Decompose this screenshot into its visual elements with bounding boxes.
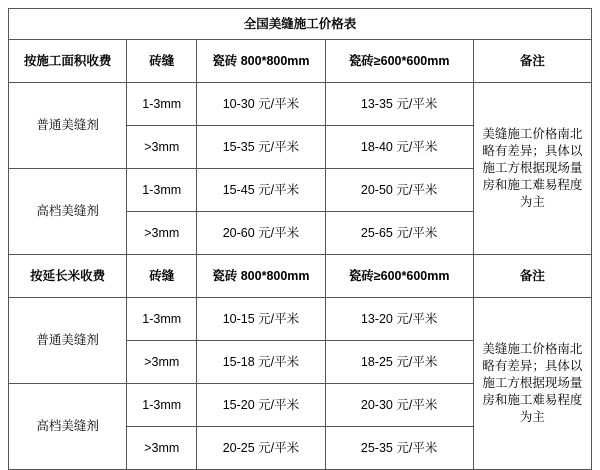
page-title: 全国美缝施工价格表 [9,9,592,40]
price-800: 15-35 元/平米 [197,126,325,169]
header-tile-600: 瓷砖≥600*600mm [325,40,473,83]
price-800: 15-45 元/平米 [197,169,325,212]
price-600: 13-20 元/平米 [325,298,473,341]
price-600: 25-65 元/平米 [325,212,473,255]
price-800: 15-18 元/平米 [197,341,325,384]
gap-value: >3mm [127,212,197,255]
gap-value: >3mm [127,341,197,384]
product-name: 高档美缝剂 [9,384,127,470]
price-800: 20-60 元/平米 [197,212,325,255]
price-600: 25-35 元/平米 [325,427,473,470]
table-row [9,83,592,126]
product-name: 普通美缝剂 [9,298,127,384]
section-note: 美缝施工价格南北略有差异；具体以施工方根据现场量房和施工难易程度为主 [473,298,591,470]
gap-value: 1-3mm [127,83,197,126]
product-name: 高档美缝剂 [9,169,127,255]
section-header-row [9,40,592,83]
header-tile-800: 瓷砖 800*800mm [197,40,325,83]
header-tile-800: 瓷砖 800*800mm [197,255,325,298]
price-table [8,8,592,470]
section-note: 美缝施工价格南北略有差异；具体以施工方根据现场量房和施工难易程度为主 [473,83,591,255]
header-gap: 砖缝 [127,255,197,298]
price-800: 10-15 元/平米 [197,298,325,341]
table-row [9,298,592,341]
header-note: 备注 [473,40,591,83]
section-header-row [9,255,592,298]
header-charge-type: 按延长米收费 [9,255,127,298]
price-600: 20-30 元/平米 [325,384,473,427]
price-600: 20-50 元/平米 [325,169,473,212]
price-800: 15-20 元/平米 [197,384,325,427]
price-800: 20-25 元/平米 [197,427,325,470]
gap-value: 1-3mm [127,298,197,341]
gap-value: 1-3mm [127,169,197,212]
price-600: 18-25 元/平米 [325,341,473,384]
product-name: 普通美缝剂 [9,83,127,169]
header-gap: 砖缝 [127,40,197,83]
table-title-row [9,9,592,40]
gap-value: >3mm [127,427,197,470]
gap-value: >3mm [127,126,197,169]
price-800: 10-30 元/平米 [197,83,325,126]
gap-value: 1-3mm [127,384,197,427]
header-tile-600: 瓷砖≥600*600mm [325,255,473,298]
price-600: 18-40 元/平米 [325,126,473,169]
header-note: 备注 [473,255,591,298]
price-600: 13-35 元/平米 [325,83,473,126]
header-charge-type: 按施工面积收费 [9,40,127,83]
